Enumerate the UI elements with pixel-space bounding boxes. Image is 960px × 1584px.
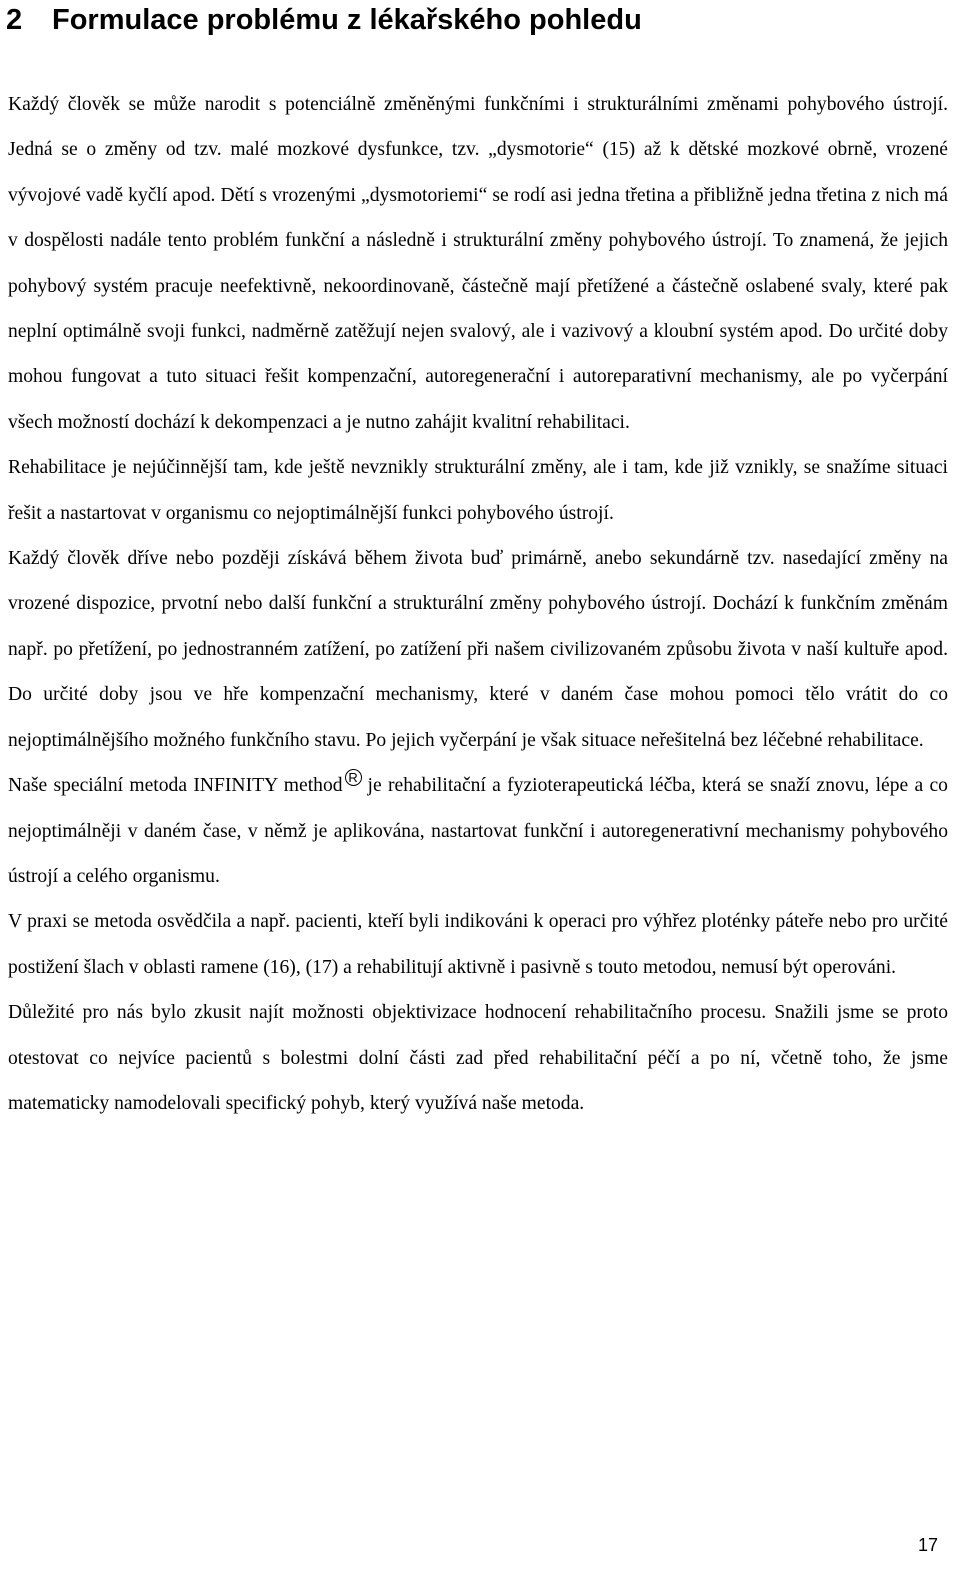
section-title: Formulace problému z lékařského pohledu (52, 4, 642, 36)
section-number: 2 (6, 4, 23, 36)
page-number: 17 (917, 1535, 938, 1555)
paragraph-2: Rehabilitace je nejúčinnější tam, kde ještě nevznikly strukturální změny, ale i tam, kde již vznikly, se snažíme situaci řešit a nastartovat v organismu co nejoptimálnější funkci pohybového ústrojí. (8, 457, 948, 524)
paragraph-1: Každý člověk se může narodit s potenciálně změněnými funkčními i strukturálními změnami pohybového ústrojí. Jedná se o změny od tzv. malé mozkové dysfunkce, tzv. „dysmotorie“ (15) až k dětské mozkové obrně, vrozené vývojové vadě kyčlí apod. Dětí s vrozenými „dysmotoriemi“ se rodí asi jedna třetina a přibližně jedna třetina z nich má v dospělosti nadále tento problém funkční a následně i strukturální změny pohybového ústrojí. To znamená, že jejich pohybový systém pracuje neefektivně, nekoordinovaně, částečně mají přetížené a částečně oslabené svaly, které pak neplní optimálně svoji funkci, nadměrně zatěžují nejen svalový, ale i vazivový a kloubní systém apod. Do určité doby mohou fungovat a tuto situaci řešit kompenzační, autoregenerační i autoreparativní mechanismy, ale po vyčerpání všech možností dochází k dekompenzaci a je nutno zahájit kvalitní rehabilitaci. (8, 94, 948, 433)
paragraph-method (8, 763, 948, 899)
section-heading (6, 0, 642, 40)
paragraph-5: V praxi se metoda osvědčila a např. pacienti, kteří byli indikováni k operaci pro výhřez ploténky páteře nebo pro určité postižení šlach v oblasti ramene (16), (17) a rehabilitují aktivně i pasivně s touto metodou, nemusí být operováni. (8, 911, 948, 978)
paragraph-3: Každý člověk dříve nebo později získává během života buď primárně, anebo sekundárně tzv. nasedající změny na vrozené dispozice, prvotní nebo další funkční a strukturální změny pohybového ústrojí. Dochází k funkčním změnám např. po přetížení, po jednostranném zatížení, po zatížení při našem civilizovaném způsobu života v naší kultuře apod. Do určité doby jsou ve hře kompenzační mechanismy, které v daném čase mohou pomoci tělo vrátit do co nejoptimálnějšího možného funkčního stavu. Po jejich vyčerpání je však situace neřešitelná bez léčebné rehabilitace. (8, 548, 948, 751)
method-text-before: Naše speciální metoda INFINITY method (8, 775, 343, 797)
method-text-after: je rehabilitační a fyzioterapeutická léčba, která se snaží znovu, lépe a co nejoptimálněji v daném čase, v němž je aplikována, nastartovat funkční i autoregenerativní mechanismy pohybového ústrojí a celého organismu. (8, 775, 948, 887)
paragraph-6: Důležité pro nás bylo zkusit najít možnosti objektivizace hodnocení rehabilitačního procesu. Snažili jsme se proto otestovat co nejvíce pacientů s bolestmi dolní části zad před rehabilitační péčí a po ní, včetně toho, že jsme matematicky namodelovali specifický pohyb, který využívá naše metoda. (8, 1002, 948, 1114)
document-body (8, 82, 948, 1126)
registered-trademark-icon: R (345, 769, 362, 786)
